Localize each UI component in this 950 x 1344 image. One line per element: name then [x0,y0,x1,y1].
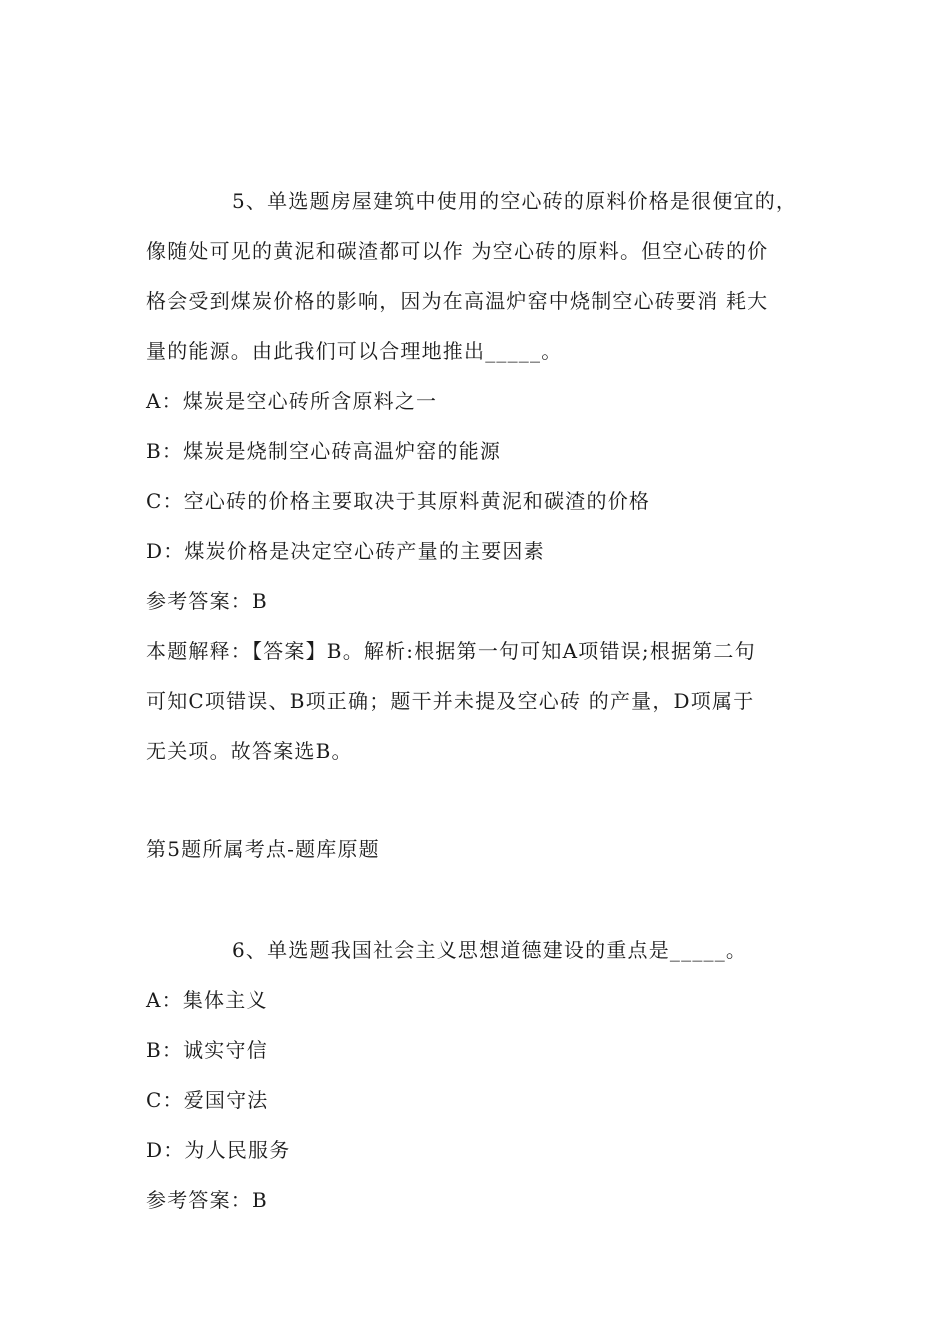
q5-explanation-line-2: 可知C项错误、B项正确；题干并未提及空心砖 的产量，D项属于 [146,689,755,713]
q6-option-d: D：为人民服务 [146,1138,291,1162]
q6-option-c: C：爱国守法 [146,1088,269,1112]
q5-explanation-line-1: 本题解释：【答案】B。解析:根据第一句可知A项错误;根据第二句 [146,639,756,663]
q5-stem-line-3: 格会受到煤炭价格的影响，因为在高温炉窑中烧制空心砖要消 耗大 [146,289,769,313]
q6-stem-line-1: 6、单选题我国社会主义思想道德建设的重点是_____。 [232,938,748,962]
q5-stem-line-1: 5、单选题房屋建筑中使用的空心砖的原料价格是很便宜的， [232,189,798,213]
q5-answer: 参考答案：B [146,589,268,613]
q6-answer: 参考答案：B [146,1188,268,1212]
q6-option-a: A：集体主义 [146,988,268,1012]
q5-stem-line-2: 像随处可见的黄泥和碳渣都可以作 为空心砖的原料。但空心砖的价 [146,239,769,263]
q5-option-a: A：煤炭是空心砖所含原料之一 [146,389,438,413]
q5-option-c: C：空心砖的价格主要取决于其原料黄泥和碳渣的价格 [146,489,651,513]
q6-option-b: B：诚实守信 [146,1038,268,1062]
q5-topic: 第5题所属考点-题库原题 [146,837,380,861]
q5-option-d: D：煤炭价格是决定空心砖产量的主要因素 [146,539,545,563]
q5-option-b: B：煤炭是烧制空心砖高温炉窑的能源 [146,439,502,463]
q5-explanation-line-3: 无关项。故答案选B。 [146,739,353,763]
q5-stem-line-4: 量的能源。由此我们可以合理地推出_____。 [146,339,563,363]
